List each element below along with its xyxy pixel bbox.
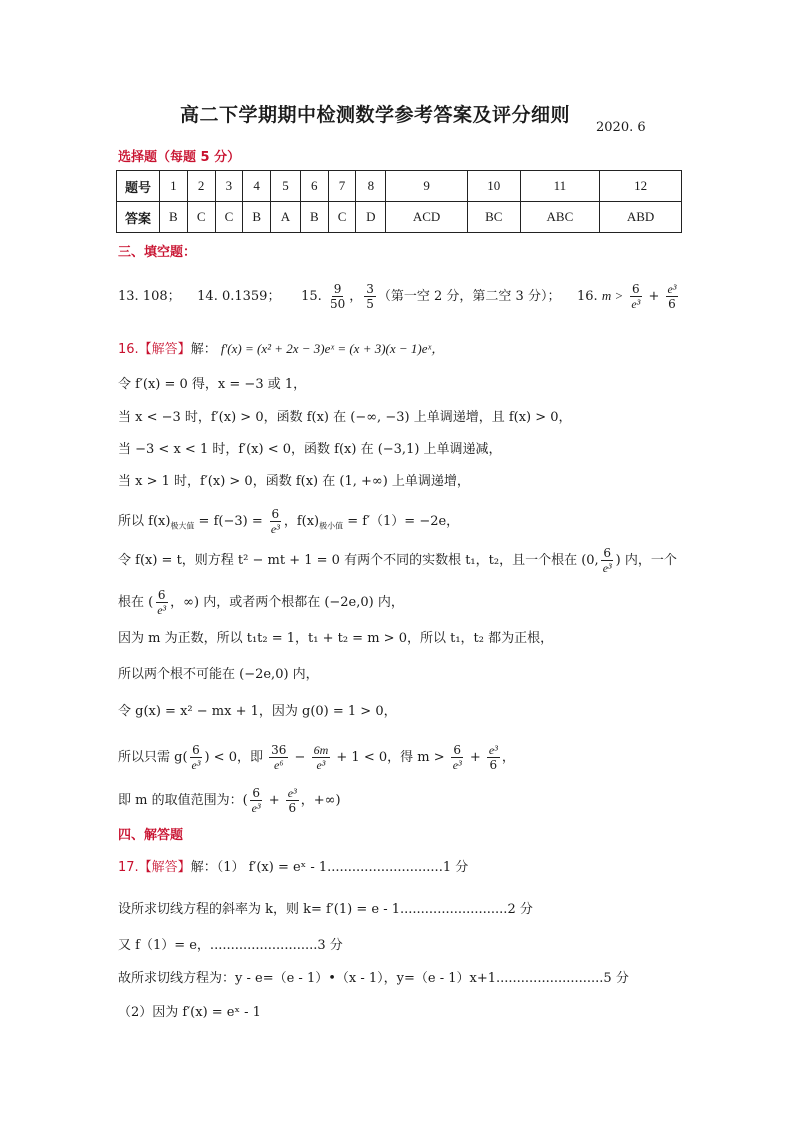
- q16-line-13: 即 m 的取值范围为：( $\frac{6}{\text{e³}}$ + $\frac{\text{e³}}{6}$ ，+∞): [118, 786, 341, 815]
- q16-line-6: 所以 $f(x)_{极大值} = f(-3)$ = $\frac{6}{\text{e³}}$ ，$f(x)_{极小值} = f'(1)= -2e$，: [118, 507, 460, 536]
- table-cell: 6: [300, 171, 328, 202]
- solve-section-label: 四、解答题: [118, 828, 184, 843]
- fill-answers-line: 13. 108； 14. 0.1359； 15. $\frac{9}{50}$ ， $\frac{3}{5}$ （第一空 2 分，第二空 3 分）； 16. m > $\frac{6}{\text{e³}}$ + $\frac{\text{e³}}{6}$: [118, 282, 677, 311]
- table-cell: C: [187, 202, 215, 233]
- answer-13: 13. 108；: [118, 289, 181, 304]
- fraction: $\frac{6}{\text{e³}}$: [602, 546, 612, 575]
- table-cell: 5: [271, 171, 301, 202]
- table-cell: ABD: [600, 202, 682, 233]
- table-cell: A: [271, 202, 301, 233]
- q16-line-12: 所以只需 g( $\frac{6}{\text{e³}}$ ) < 0，即 $\frac{36}{\text{e⁶}}$ − $\frac{6m}{\text{e³}}$ + 1 < 0，得 m > $\frac{6}{\text{e³}}$ + $\frac{\text{e³}}{6}$ ，: [118, 743, 515, 772]
- fraction: $\frac{6}{\text{e³}}$: [191, 743, 201, 772]
- table-cell: 3: [215, 171, 243, 202]
- q17-line-3: 又 f（1）= e，..........................3 分: [118, 938, 343, 953]
- table-cell: 4: [243, 171, 271, 202]
- table-cell: 12: [600, 171, 682, 202]
- fraction: $\frac{\text{e³}}{6}$: [488, 743, 498, 772]
- answer-15-label: 15.: [301, 289, 322, 304]
- q16-line-7: 令 f(x) = t，则方程 t² − mt + 1 = 0 有两个不同的实数根 t₁，t₂，且一个根在 (0, $\frac{6}{\text{e³}}$ ) 内，一个: [118, 546, 677, 575]
- table-row-numbers: [117, 171, 682, 202]
- table-cell: B: [300, 202, 328, 233]
- answer-15-note: （第一空 2 分，第二空 3 分）；: [377, 289, 561, 304]
- q16-line-8: 根在 ( $\frac{6}{\text{e³}}$ ，∞) 内，或者两个根都在 (−2e,0) 内，: [118, 588, 404, 617]
- table-row-answers: [117, 202, 682, 233]
- q16-line-2: 令 f′(x) = 0 得，x = −3 或 1，: [118, 377, 307, 392]
- table-cell: 1: [160, 171, 188, 202]
- answer-16-label: 16.: [577, 289, 598, 304]
- fraction: $\frac{6}{\text{e³}}$: [452, 743, 462, 772]
- table-cell: BC: [467, 202, 520, 233]
- table-cell: D: [356, 202, 386, 233]
- fraction: $\frac{3}{5}$: [366, 282, 374, 311]
- fraction: $\frac{36}{\text{e⁶}}$: [271, 743, 287, 772]
- table-cell: ABC: [520, 202, 600, 233]
- row-header-answer: 答案: [117, 202, 160, 233]
- q17-line-4: 故所求切线方程为：y - e=（e - 1）•（x - 1），y=（e - 1）x+1..........................5 分: [118, 971, 629, 986]
- table-cell: B: [160, 202, 188, 233]
- fraction: $\frac{6m}{\text{e³}}$: [313, 743, 329, 772]
- table-cell: 8: [356, 171, 386, 202]
- fraction: $\frac{6}{\text{e³}}$: [251, 786, 261, 815]
- fraction: $\frac{9}{50}$: [329, 282, 346, 311]
- mc-section-label: 选择题（每题 5 分）: [118, 150, 241, 165]
- q17-line-1: 17.【解答】解：（1） f′(x) = eˣ - 1............................1 分: [118, 860, 469, 875]
- document-title: 高二下学期期中检测数学参考答案及评分细则: [180, 104, 571, 126]
- q16-line-3: 当 x < −3 时，f′(x) > 0，函数 f(x) 在 (−∞, −3) 上单调递增，且 f(x) > 0，: [118, 410, 572, 425]
- q16-line-10: 所以两个根不可能在 (−2e,0) 内，: [118, 667, 319, 682]
- q16-line-11: 令 g(x) = x² − mx + 1，因为 g(0) = 1 > 0，: [118, 704, 397, 719]
- q16-line-9: 因为 m 为正数，所以 t₁t₂ = 1，t₁ + t₂ = m > 0，所以 t₁，t₂ 都为正根，: [118, 631, 554, 646]
- answer-table: [116, 170, 682, 233]
- table-cell: 11: [520, 171, 600, 202]
- fraction: $\frac{\text{e³}}{6}$: [667, 282, 677, 311]
- answer-14: 14. 0.1359；: [197, 289, 281, 304]
- q16-line-1: 16.【解答】解： f′(x) = (x² + 2x − 3)eˣ = (x + 3)(x − 1)eˣ，: [118, 341, 445, 357]
- table-cell: 7: [328, 171, 356, 202]
- table-cell: ACD: [386, 202, 468, 233]
- table-cell: 2: [187, 171, 215, 202]
- q16-tag: 16.【解答】: [118, 342, 191, 357]
- table-cell: C: [215, 202, 243, 233]
- table-cell: 9: [386, 171, 468, 202]
- q17-tag: 17.【解答】: [118, 860, 191, 875]
- table-cell: C: [328, 202, 356, 233]
- q17-line-2: 设所求切线方程的斜率为 k，则 k= f′(1) = e - 1..........................2 分: [118, 902, 533, 917]
- fraction: $\frac{6}{\text{e³}}$: [631, 282, 641, 311]
- fraction: $\frac{6}{\text{e³}}$: [270, 507, 280, 536]
- fraction: $\frac{6}{\text{e³}}$: [157, 588, 167, 617]
- row-header-number: 题号: [117, 171, 160, 202]
- q16-line-5: 当 x > 1 时，f′(x) > 0，函数 f(x) 在 (1, +∞) 上单调递增，: [118, 474, 470, 489]
- fill-section-label: 三、填空题：: [118, 245, 197, 260]
- q16-line-4: 当 −3 < x < 1 时，f′(x) < 0，函数 f(x) 在 (−3,1) 上单调递减，: [118, 442, 502, 457]
- fraction: $\frac{\text{e³}}{6}$: [287, 786, 297, 815]
- q17-line-5: （2）因为 f′(x) = eˣ - 1: [118, 1005, 261, 1020]
- table-cell: B: [243, 202, 271, 233]
- table-cell: 10: [467, 171, 520, 202]
- document-date: 2020. 6: [596, 120, 646, 135]
